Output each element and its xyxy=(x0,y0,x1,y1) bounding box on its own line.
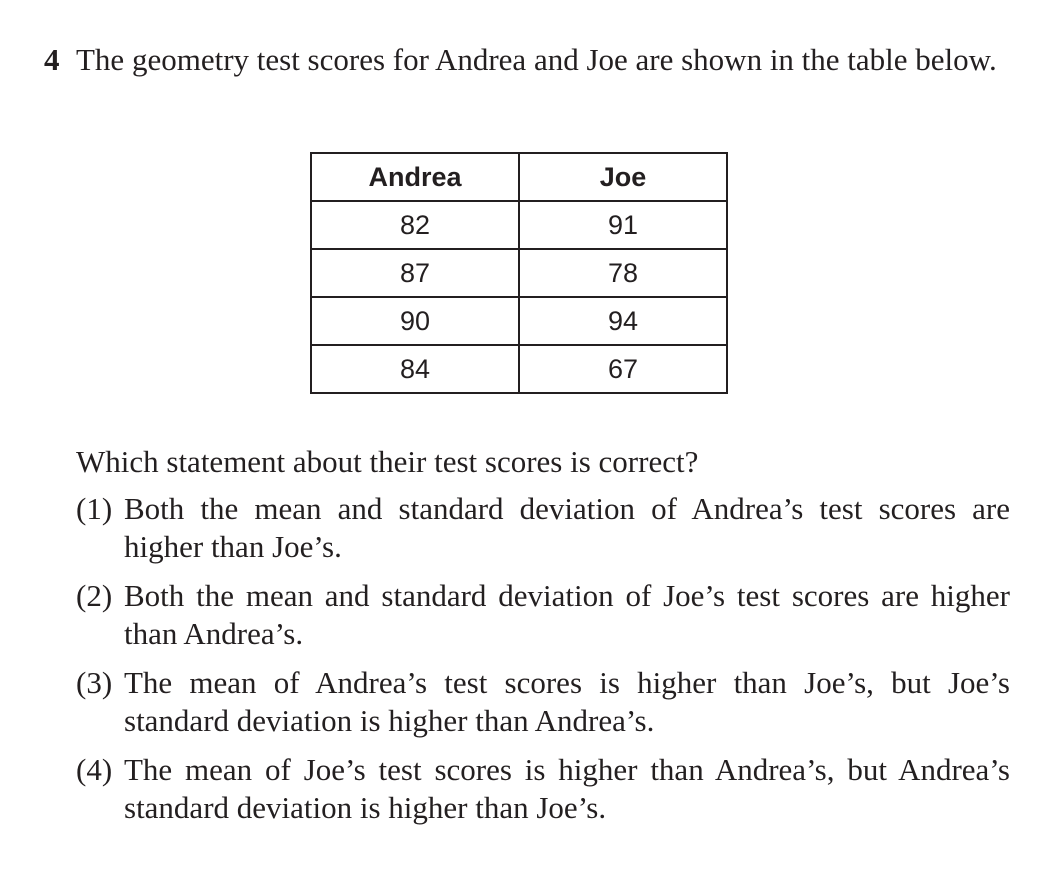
choice-number: (1) xyxy=(76,491,113,526)
choice-text: Both the mean and standard deviation of Joe’s test scores are higher than Andrea’s. xyxy=(124,578,1010,651)
choice-number: (3) xyxy=(76,665,113,700)
andrea-score-cell: 82 xyxy=(311,201,519,249)
table-header-row xyxy=(311,153,727,201)
choice-text: The mean of Andrea’s test scores is higher than Joe’s, but Joe’s standard deviation is higher than Andrea’s. xyxy=(124,665,1010,738)
question-block xyxy=(44,40,1010,79)
choice-text: Both the mean and standard deviation of Andrea’s test scores are higher than Joe’s. xyxy=(124,491,1010,564)
table-row xyxy=(311,297,727,345)
joe-score-cell: 78 xyxy=(519,249,727,297)
table-row xyxy=(311,201,727,249)
andrea-score-cell: 84 xyxy=(311,345,519,393)
scores-table xyxy=(310,152,728,394)
answer-choices xyxy=(76,490,1010,838)
answer-choice-3[interactable] xyxy=(76,664,1010,740)
question-number: 4 xyxy=(44,42,60,77)
joe-score-cell: 67 xyxy=(519,345,727,393)
choice-number: (2) xyxy=(76,578,113,613)
answer-choice-2[interactable] xyxy=(76,577,1010,653)
column-header-andrea: Andrea xyxy=(311,153,519,201)
answer-choice-4[interactable] xyxy=(76,751,1010,827)
choice-number: (4) xyxy=(76,752,113,787)
joe-score-cell: 91 xyxy=(519,201,727,249)
question-text: The geometry test scores for Andrea and Joe are shown in the table below. xyxy=(76,42,997,77)
joe-score-cell: 94 xyxy=(519,297,727,345)
column-header-joe: Joe xyxy=(519,153,727,201)
table-row xyxy=(311,345,727,393)
question-prompt: Which statement about their test scores is correct? xyxy=(76,444,699,479)
table-row xyxy=(311,249,727,297)
andrea-score-cell: 90 xyxy=(311,297,519,345)
andrea-score-cell: 87 xyxy=(311,249,519,297)
answer-choice-1[interactable] xyxy=(76,490,1010,566)
choice-text: The mean of Joe’s test scores is higher than Andrea’s, but Andrea’s standard deviation is higher than Joe’s. xyxy=(124,752,1010,825)
